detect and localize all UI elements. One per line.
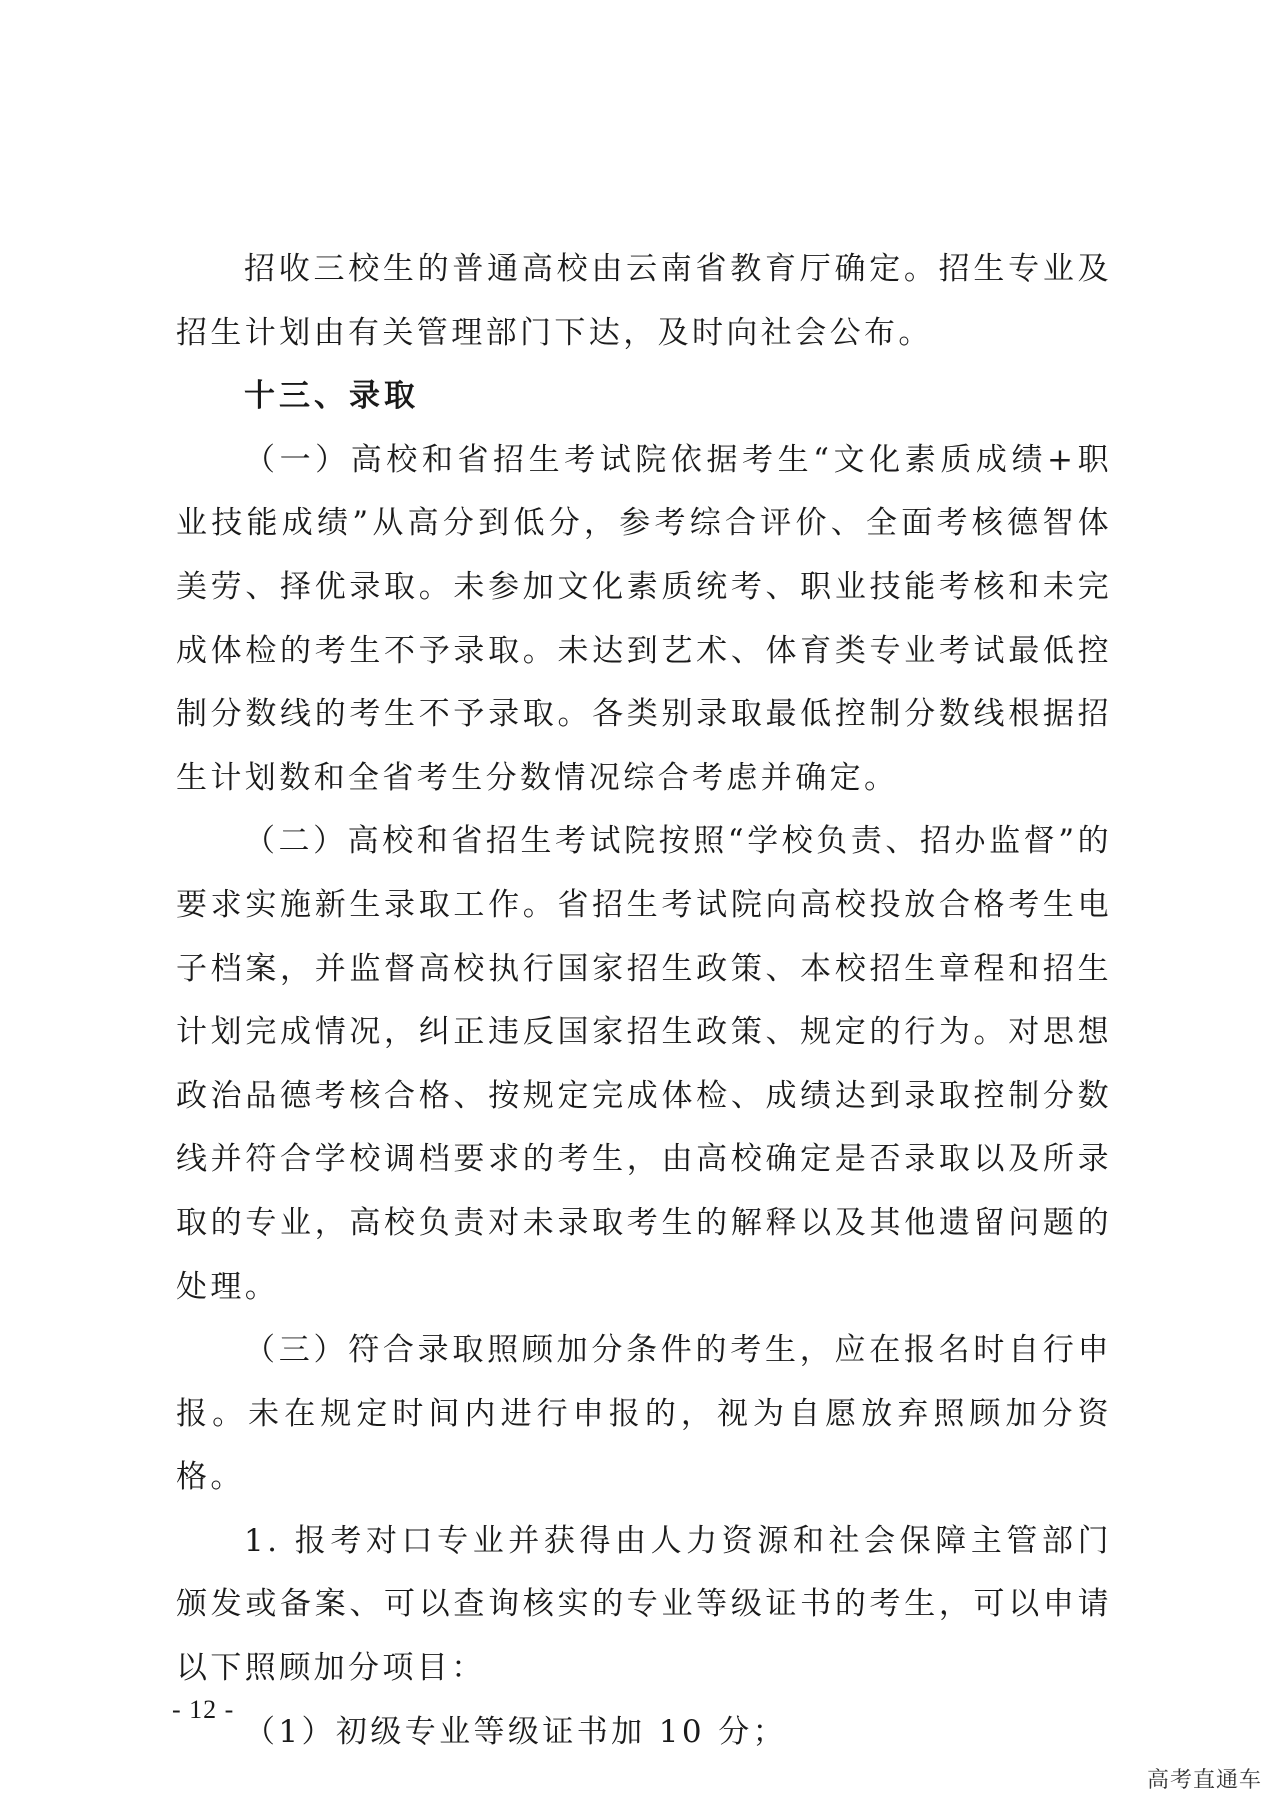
paragraph-item-2: （二）高校和省招生考试院按照“学校负责、招办监督”的要求实施新生录取工作。省招生考试院向高校投放合格考生电子档案，并监督高校执行国家招生政策、本校招生章程和招生计划完成情况，纠正违反国家招生政策、规定的行为。对思想政治品德考核合格、按规定完成体检、成绩达到录取控制分数线并符合学校调档要求的考生，由高校确定是否录取以及所录取的专业，高校负责对未录取考生的解释以及其他遗留问题的处理。 <box>176 823 1112 1305</box>
document-body <box>176 238 1112 1764</box>
watermark-text: 高考直通车 <box>1146 1768 1262 1793</box>
page-number: - 12 - <box>172 1695 235 1724</box>
paragraph-numbered-1: 1. 报考对口专业并获得由人力资源和社会保障主管部门颁发或备案、可以查询核实的专业等级证书的考生，可以申请以下照顾加分项目： <box>176 1522 1112 1687</box>
paragraph-sub-item-1: （1）初级专业等级证书加 10 分； <box>244 1713 788 1750</box>
paragraph-item-3: （三）符合录取照顾加分条件的考生，应在报名时自行申报。未在规定时间内进行申报的，视为自愿放弃照顾加分资格。 <box>176 1332 1112 1496</box>
section-heading-admission: 十三、录取 <box>244 378 419 415</box>
paragraph-item-1: （一）高校和省招生考试院依据考生“文化素质成绩+职业技能成绩”从高分到低分，参考综合评价、全面考核德智体美劳、择优录取。未参加文化素质统考、职业技能考核和未完成体检的考生不予录取。未达到艺术、体育类专业考试最低控制分数线的考生不予录取。各类别录取最低控制分数线根据招生计划数和全省考生分数情况综合考虑并确定。 <box>176 441 1112 796</box>
paragraph-intro: 招收三校生的普通高校由云南省教育厅确定。招生专业及招生计划由有关管理部门下达，及时向社会公布。 <box>176 251 1112 351</box>
